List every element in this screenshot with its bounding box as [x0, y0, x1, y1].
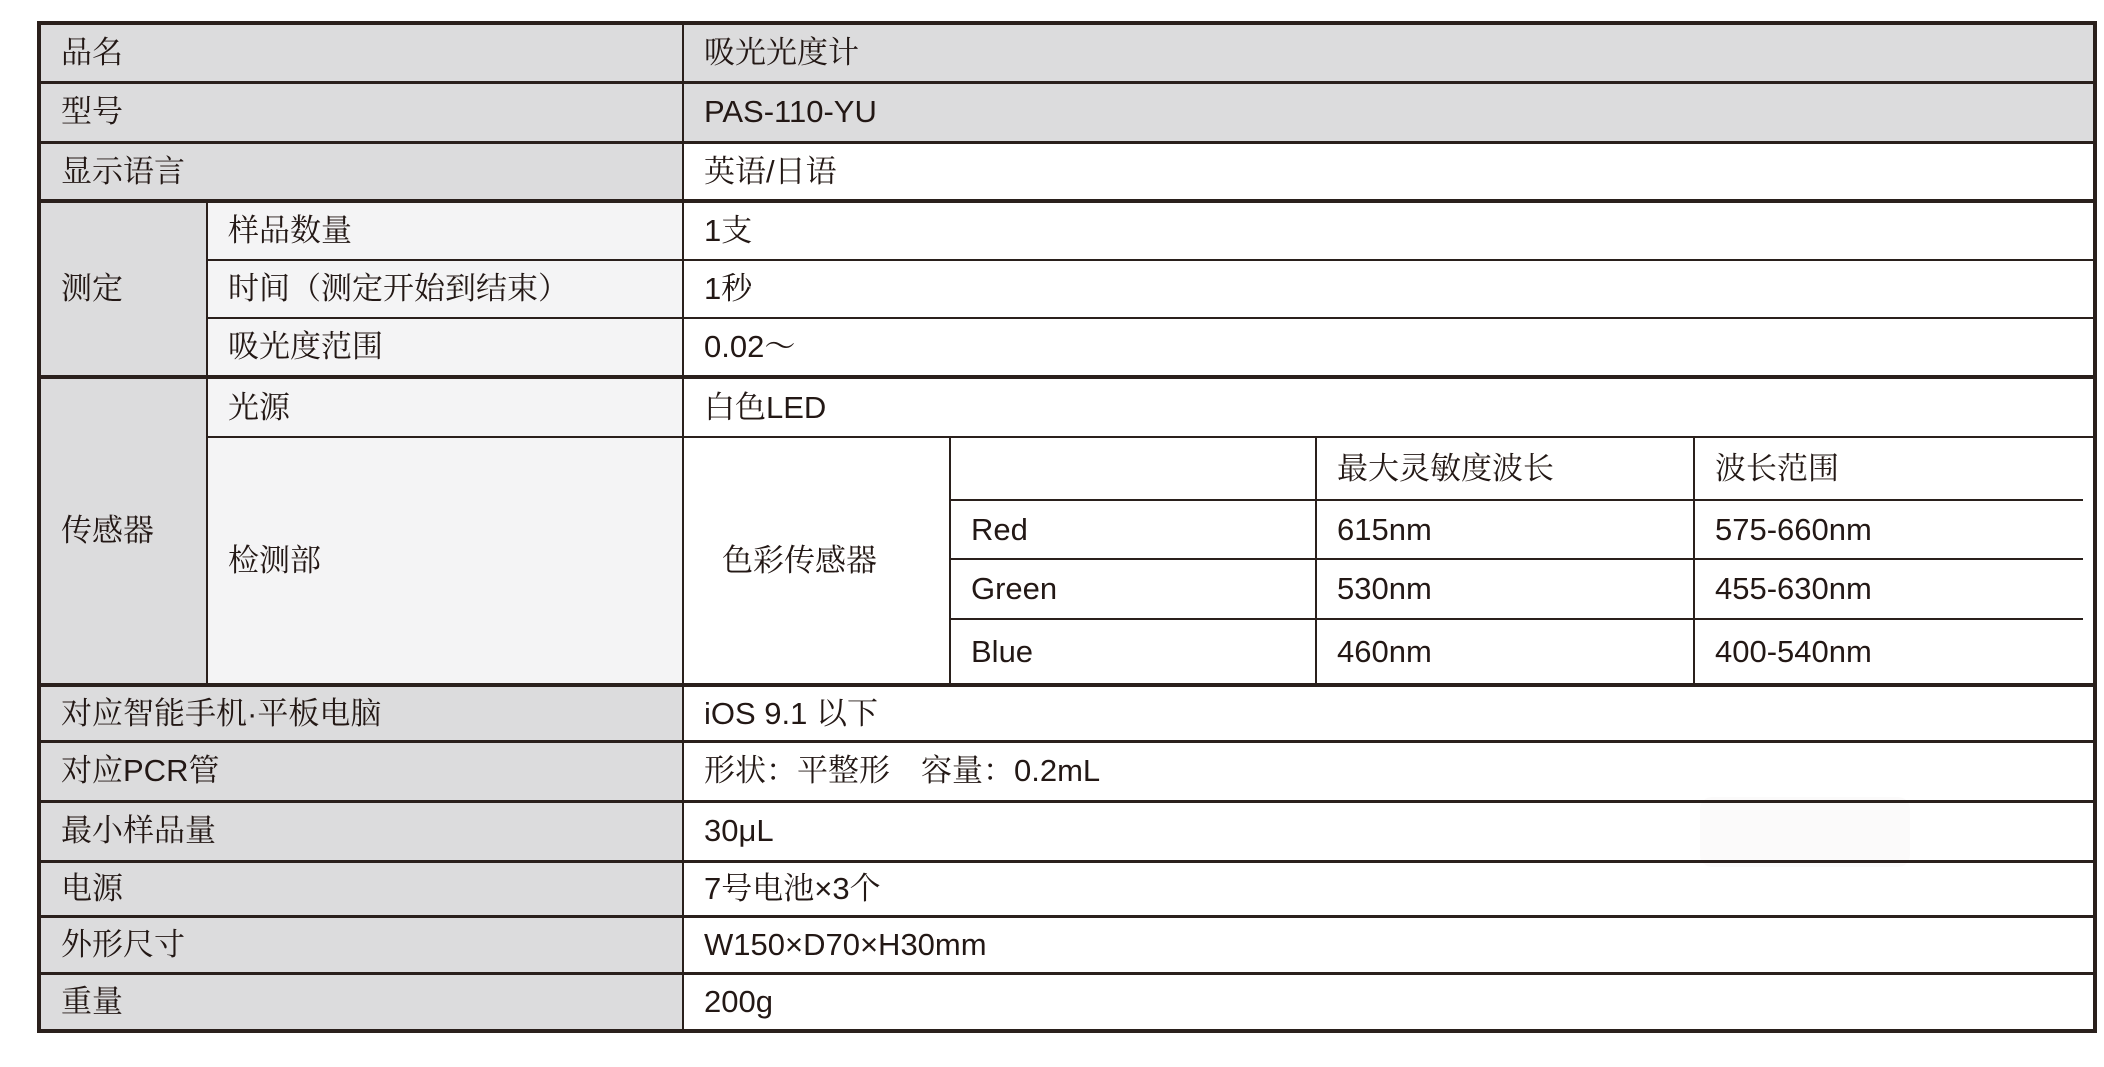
row-weight: [39, 973, 2095, 1031]
row-display-language: [39, 142, 2095, 201]
channel-peak: 530nm: [1316, 559, 1694, 619]
absorbance-range-label: 吸光度范围: [207, 318, 683, 377]
sample-count-label: 样品数量: [207, 201, 683, 260]
display-language-label: 显示语言: [39, 142, 683, 201]
compatible-devices-label: 对应智能手机·平板电脑: [39, 685, 683, 741]
row-product-name: [39, 23, 2095, 82]
row-dimensions: [39, 916, 2095, 973]
row-detector: [39, 437, 2095, 685]
channel-peak: 615nm: [1316, 500, 1694, 559]
min-sample-volume-label: 最小样品量: [39, 801, 683, 861]
measurement-group-label: 测定: [39, 201, 207, 377]
sample-count-value: 1支: [683, 201, 2095, 260]
model-label: 型号: [39, 82, 683, 142]
light-source-value: 白色LED: [683, 377, 2095, 437]
channel-range: 455-630nm: [1694, 559, 2083, 619]
wavelength-row-green: [950, 559, 2083, 619]
measurement-time-label: 时间（测定开始到结束）: [207, 260, 683, 318]
weight-label: 重量: [39, 973, 683, 1031]
row-measurement-time: [39, 260, 2095, 318]
row-min-sample-volume: [39, 801, 2095, 861]
min-sample-volume-value: 30μL: [683, 801, 2095, 861]
display-language-value: 英语/日语: [683, 142, 2095, 201]
compatible-pcr-tube-label: 对应PCR管: [39, 741, 683, 801]
channel-name: Red: [950, 500, 1316, 559]
wavelength-header-peak: 最大灵敏度波长: [1316, 438, 1694, 500]
row-absorbance-range: [39, 318, 2095, 377]
sensor-group-label: 传感器: [39, 377, 207, 685]
channel-name: Green: [950, 559, 1316, 619]
wavelength-header-empty: [950, 438, 1316, 500]
product-name-label: 品名: [39, 23, 683, 82]
wavelength-header-range: 波长范围: [1694, 438, 2083, 500]
model-value: PAS-110-YU: [683, 82, 2095, 142]
power-value: 7号电池×3个: [683, 861, 2095, 916]
wavelength-row-red: [950, 500, 2083, 559]
wavelength-table: [949, 438, 2083, 683]
detector-label: 检测部: [207, 437, 683, 685]
detector-value-cell: [683, 437, 2095, 685]
light-source-label: 光源: [207, 377, 683, 437]
wavelength-row-blue: [950, 619, 2083, 683]
color-sensor-type: 色彩传感器: [704, 438, 949, 683]
channel-range: 575-660nm: [1694, 500, 2083, 559]
absorbance-range-value: 0.02～: [683, 318, 2095, 377]
compatible-devices-value: iOS 9.1 以下: [683, 685, 2095, 741]
row-compatible-devices: [39, 685, 2095, 741]
detector-layout: [704, 438, 2083, 683]
row-compatible-pcr-tube: [39, 741, 2095, 801]
dimensions-label: 外形尺寸: [39, 916, 683, 973]
channel-name: Blue: [950, 619, 1316, 683]
dimensions-value: W150×D70×H30mm: [683, 916, 2095, 973]
measurement-time-value: 1秒: [683, 260, 2095, 318]
row-light-source: [39, 377, 2095, 437]
wavelength-header-row: [950, 438, 2083, 500]
compatible-pcr-tube-value: 形状：平整形 容量：0.2mL: [683, 741, 2095, 801]
row-model: [39, 82, 2095, 142]
row-measurement-sample-count: [39, 201, 2095, 260]
power-label: 电源: [39, 861, 683, 916]
channel-peak: 460nm: [1316, 619, 1694, 683]
channel-range: 400-540nm: [1694, 619, 2083, 683]
spec-table: [37, 21, 2097, 1033]
product-name-value: 吸光光度计: [683, 23, 2095, 82]
row-power: [39, 861, 2095, 916]
weight-value: 200g: [683, 973, 2095, 1031]
